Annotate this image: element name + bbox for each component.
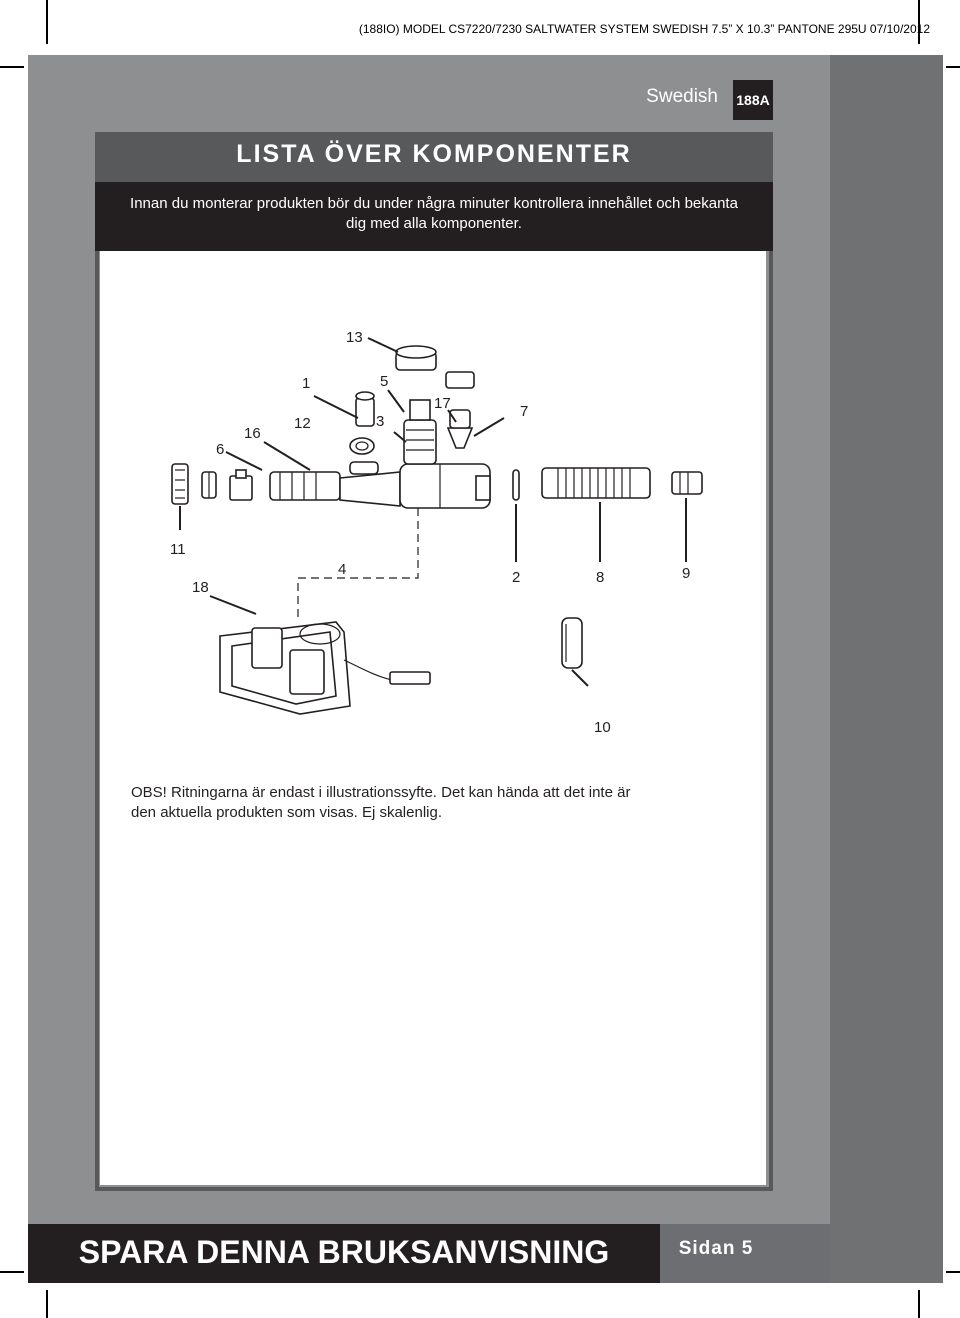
- crop-mark: [0, 1271, 24, 1273]
- label-7: 7: [520, 403, 529, 420]
- label-17: 17: [434, 395, 451, 412]
- label-4: 4: [338, 561, 347, 578]
- code-badge: [733, 80, 773, 120]
- label-3: 3: [376, 413, 385, 430]
- part-6-ring: [202, 472, 216, 498]
- intro-text: [100, 194, 768, 242]
- label-2: 2: [512, 569, 521, 586]
- label-1: 1: [302, 375, 311, 392]
- page-number: Sidan 5: [678, 1238, 754, 1259]
- intro-line-1: Innan du monterar produkten bör du under några minuter kontrollera innehållet och bekanta: [130, 195, 738, 212]
- label-13: 13: [346, 329, 363, 346]
- part-10-cap: [562, 618, 582, 668]
- print-info: (188IO) MODEL CS7220/7230 SALTWATER SYSTEM SWEDISH 7.5” X 10.3” PANTONE 295U 07/10/2012: [358, 22, 930, 36]
- part-3-oring: [350, 438, 374, 454]
- crop-mark: [918, 1290, 920, 1318]
- label-12: 12: [294, 415, 311, 432]
- intro-line-2: dig med alla komponenter.: [346, 215, 522, 232]
- label-8: 8: [596, 569, 605, 586]
- crop-mark: [946, 1271, 960, 1273]
- disclaimer-note: [131, 783, 731, 825]
- label-5: 5: [380, 373, 389, 390]
- part-16-sensor: [230, 470, 252, 500]
- crop-mark: [46, 1290, 48, 1318]
- crop-mark: [0, 66, 24, 68]
- language-label: Swedish: [646, 86, 718, 107]
- part-13-cap: [396, 346, 436, 370]
- code-text: 188A: [736, 92, 770, 108]
- part-8-hose: [542, 468, 650, 498]
- note-line-1: OBS! Ritningarna är endast i illustrationssyfte. Det kan hända att det inte är: [131, 784, 631, 801]
- footer-title: SPARA DENNA BRUKSANVISNING: [78, 1234, 610, 1270]
- side-strip: [830, 55, 943, 1283]
- part-12-fitting: [356, 392, 374, 426]
- crop-mark: [946, 66, 960, 68]
- parts-diagram: [100, 300, 766, 760]
- part-11-knob: [172, 464, 188, 504]
- part-2-gasket: [513, 470, 519, 500]
- crop-mark: [46, 0, 48, 44]
- label-9: 9: [682, 565, 691, 582]
- part-5-valve: [404, 400, 436, 464]
- part-18-control-unit: [220, 622, 430, 714]
- note-line-2: den aktuella produkten som visas. Ej skalenlig.: [131, 804, 443, 821]
- page-title: LISTA ÖVER KOMPONENTER: [236, 140, 632, 168]
- label-16: 16: [244, 425, 261, 442]
- label-18: 18: [192, 579, 209, 596]
- label-11: 11: [170, 541, 186, 558]
- label-10: 10: [594, 719, 611, 736]
- part-4-cell-body: [270, 462, 490, 508]
- part-9-adapter: [672, 472, 702, 494]
- label-6: 6: [216, 441, 225, 458]
